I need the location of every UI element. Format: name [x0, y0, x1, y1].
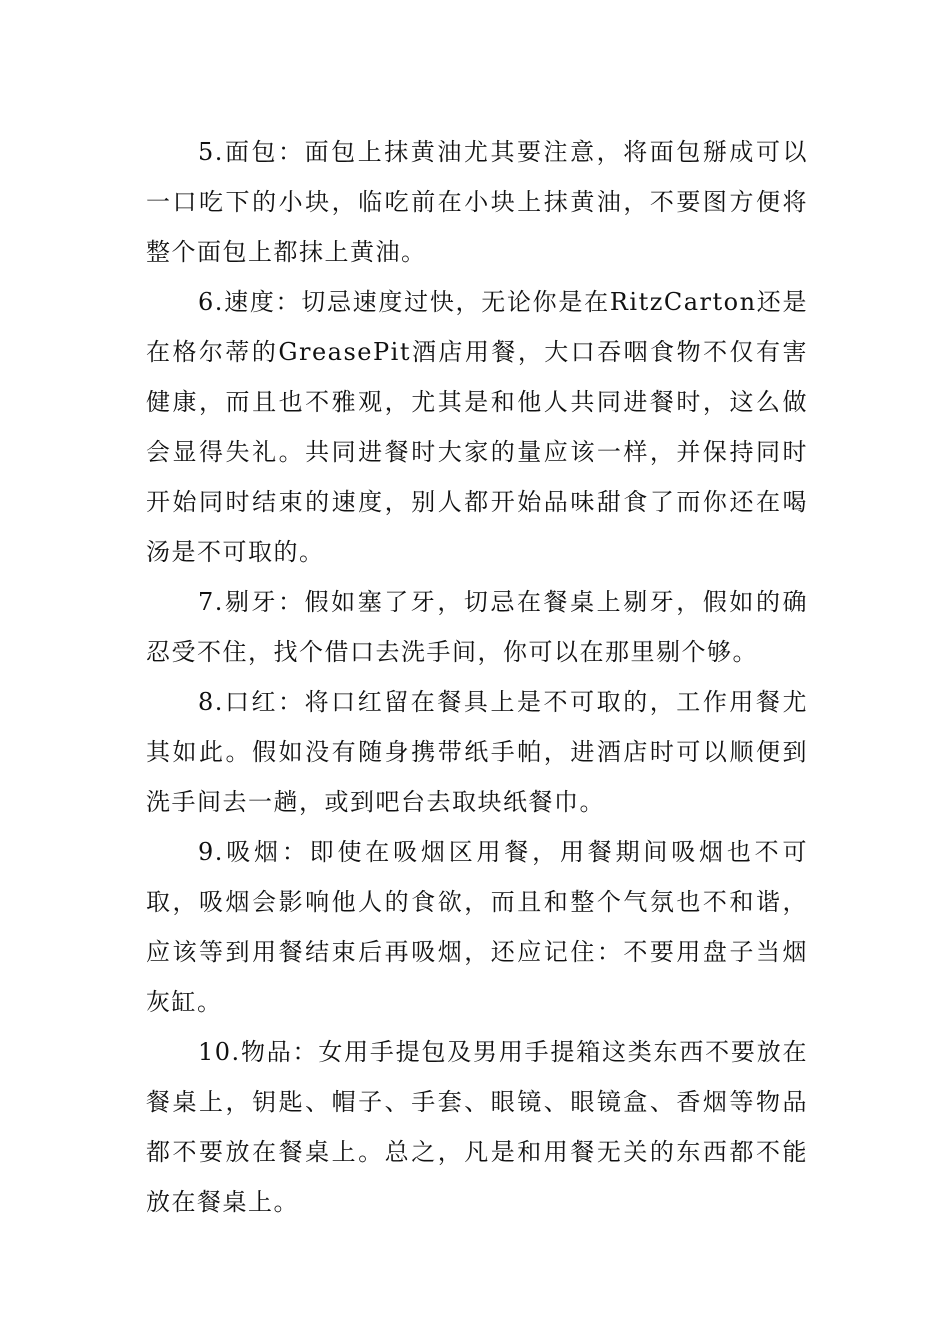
paragraph-toothpick: 7.剔牙：假如塞了牙，切忌在餐桌上剔牙，假如的确忍受不住，找个借口去洗手间，你可以在那里剔个够。	[146, 588, 808, 666]
paragraph-lipstick: 8.口红：将口红留在餐具上是不可取的，工作用餐尤其如此。假如没有随身携带纸手帕，进酒店时可以顺便到洗手间去一趟，或到吧台去取块纸餐巾。	[146, 688, 808, 816]
document-page	[146, 127, 808, 1227]
paragraph-smoking: 9.吸烟：即使在吸烟区用餐，用餐期间吸烟也不可取，吸烟会影响他人的食欲，而且和整个气氛也不和谐，应该等到用餐结束后再吸烟，还应记住：不要用盘子当烟灰缸。	[146, 838, 808, 1016]
paragraph-speed: 6.速度：切忌速度过快，无论你是在RitzCarton还是在格尔蒂的GreasePit酒店用餐，大口吞咽食物不仅有害健康，而且也不雅观，尤其是和他人共同进餐时，这么做会显得失礼。共同进餐时大家的量应该一样，并保持同时开始同时结束的速度，别人都开始品味甜食了而你还在喝汤是不可取的。	[146, 288, 808, 566]
paragraph-belongings: 10.物品：女用手提包及男用手提箱这类东西不要放在餐桌上，钥匙、帽子、手套、眼镜、眼镜盒、香烟等物品都不要放在餐桌上。总之，凡是和用餐无关的东西都不能放在餐桌上。	[146, 1038, 808, 1216]
paragraph-bread: 5.面包：面包上抹黄油尤其要注意，将面包掰成可以一口吃下的小块，临吃前在小块上抹黄油，不要图方便将整个面包上都抹上黄油。	[146, 138, 808, 266]
